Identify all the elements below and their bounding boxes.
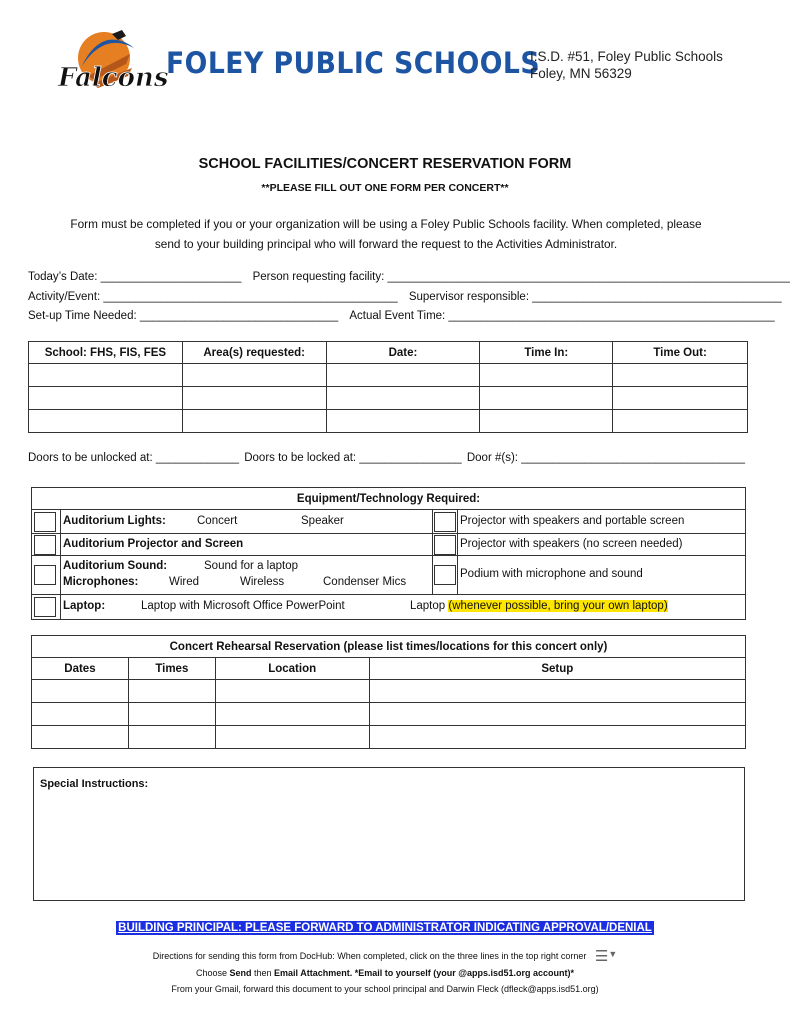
projector-no-screen-checkbox[interactable] (434, 535, 456, 555)
logo-wordmark: Falcons (58, 63, 169, 93)
doors-unlocked-field[interactable]: _____________ (155, 452, 240, 464)
table-cell[interactable] (613, 387, 748, 410)
auditorium-sound-checkbox[interactable] (34, 565, 56, 585)
directions-line-3: From your Gmail, forward this document to your school principal and Darwin Fleck (dfleck@apps.isd51.org) (171, 984, 599, 994)
table-cell[interactable] (128, 726, 215, 749)
col-areas: Area(s) requested: (182, 342, 326, 364)
field-row-3 (28, 307, 775, 327)
person-requesting-label: Person requesting facility: (252, 271, 385, 283)
address-line-1: I.S.D. #51, Foley Public Schools (530, 49, 723, 64)
divider (457, 556, 458, 594)
auditorium-lights-label: Auditorium Lights: (63, 515, 166, 527)
auditorium-projector-label: Auditorium Projector and Screen (63, 538, 244, 550)
table-header-row (29, 342, 748, 364)
directions-line-2b: then (251, 968, 275, 978)
sound-laptop-option: Sound for a laptop (204, 560, 298, 572)
form-title: SCHOOL FACILITIES/CONCERT RESERVATION FORM (198, 156, 572, 172)
table-cell[interactable] (182, 364, 326, 387)
table-cell[interactable] (128, 680, 215, 703)
equipment-heading: Equipment/Technology Required: (32, 488, 745, 510)
actual-event-time-field[interactable]: ___________________________________________________ (448, 310, 775, 322)
table-cell[interactable] (215, 703, 369, 726)
directions-line-2a: Choose (195, 968, 230, 978)
supervisor-field[interactable]: _______________________________________ (532, 290, 782, 303)
table-cell[interactable] (480, 410, 613, 433)
letterhead (52, 28, 732, 104)
table-cell[interactable] (369, 680, 745, 703)
table-cell[interactable] (29, 387, 183, 410)
mic-condenser-option: Condenser Mics (323, 576, 407, 588)
form-subtitle: **PLEASE FILL OUT ONE FORM PER CONCERT** (261, 182, 509, 194)
equipment-section (31, 487, 746, 620)
table-cell[interactable] (29, 410, 183, 433)
hamburger-menu-icon: ☰ (594, 948, 609, 965)
mic-wired-option: Wired (169, 576, 200, 588)
col-times: Times (128, 658, 215, 680)
microphones-label: Microphones: (63, 576, 139, 588)
projector-portable-checkbox[interactable] (434, 512, 456, 532)
intro-line-1: Form must be completed if you or your organization will be using a Foley Public Schools facility. When completed, please (70, 217, 702, 231)
equipment-row-laptop (32, 595, 745, 620)
directions-line-1-text: Directions for sending this form from DocHub: When completed, click on the three lines in the top right corner (152, 951, 587, 961)
rehearsal-table (31, 635, 746, 749)
col-school: School: FHS, FIS, FES (29, 342, 183, 364)
table-cell[interactable] (215, 680, 369, 703)
col-time-out: Time Out: (613, 342, 748, 364)
laptop-office-option: Laptop with Microsoft Office PowerPoint (141, 600, 345, 612)
divider (60, 595, 61, 620)
podium-checkbox[interactable] (434, 565, 456, 585)
auditorium-sound-label: Auditorium Sound: (63, 560, 168, 572)
school-address (530, 48, 723, 82)
table-row (29, 364, 748, 387)
special-instructions-box[interactable] (33, 767, 745, 901)
table-cell[interactable] (128, 703, 215, 726)
door-number-field[interactable]: ___________________________________ (521, 452, 746, 464)
divider (432, 510, 433, 533)
table-cell[interactable] (326, 410, 480, 433)
address-line-2: Foley, MN 56329 (530, 66, 632, 81)
email-yourself-note: *Email to yourself (your @apps.isd51.org account)* (352, 968, 575, 978)
table-cell[interactable] (480, 387, 613, 410)
falcons-logo (52, 28, 169, 100)
auditorium-projector-checkbox[interactable] (34, 535, 56, 555)
equipment-row-sound (32, 556, 745, 595)
intro-line-2: send to your building principal who will forward the request to the Activities Administrator. (154, 237, 618, 251)
school-name: FOLEY PUBLIC SCHOOLS (166, 46, 540, 80)
request-fields (28, 268, 790, 327)
divider (60, 556, 61, 594)
activity-event-label: Activity/Event: (28, 290, 101, 303)
auditorium-lights-checkbox[interactable] (34, 512, 56, 532)
laptop-plain-label: Laptop (410, 600, 446, 612)
divider (60, 534, 61, 555)
table-cell[interactable] (32, 726, 129, 749)
rehearsal-header-row (32, 658, 746, 680)
table-row (29, 387, 748, 410)
podium-label: Podium with microphone and sound (460, 568, 643, 580)
form-intro (50, 214, 722, 254)
table-cell[interactable] (326, 387, 480, 410)
col-location: Location (215, 658, 369, 680)
laptop-plain-option (410, 600, 668, 612)
directions-line-2 (0, 965, 770, 981)
facility-schedule-table (28, 341, 748, 433)
todays-date-field[interactable]: ______________________ (100, 271, 242, 283)
doors-unlocked-label: Doors to be unlocked at: (28, 452, 153, 464)
email-attachment-keyword: Email Attachment. (274, 968, 353, 978)
table-row (32, 680, 746, 703)
table-row (32, 726, 746, 749)
table-cell[interactable] (215, 726, 369, 749)
setup-time-label: Set-up Time Needed: (28, 310, 137, 322)
table-cell[interactable] (182, 410, 326, 433)
table-cell[interactable] (29, 364, 183, 387)
special-instructions-label: Special Instructions: (40, 778, 149, 790)
table-row (29, 410, 748, 433)
projector-no-screen-label: Projector with speakers (no screen needed) (460, 538, 683, 550)
table-row (32, 703, 746, 726)
bring-own-laptop-note: (whenever possible, bring your own laptop) (448, 600, 668, 612)
caret-down-icon: ▼ (608, 949, 618, 959)
person-requesting-field[interactable]: _______________________________________________________________ (387, 271, 790, 283)
divider (432, 556, 433, 594)
table-cell[interactable] (32, 680, 129, 703)
table-cell[interactable] (613, 364, 748, 387)
equipment-row-projector (32, 534, 745, 556)
principal-banner-text: BUILDING PRINCIPAL: PLEASE FORWARD TO ADMINISTRATOR INDICATING APPROVAL/DENIAL (118, 922, 652, 934)
rehearsal-heading: Concert Rehearsal Reservation (please list times/locations for this concert only) (32, 636, 746, 658)
col-setup: Setup (369, 658, 745, 680)
send-keyword: Send (229, 968, 252, 978)
divider (60, 510, 61, 533)
table-cell[interactable] (369, 726, 745, 749)
doors-locked-field[interactable]: ________________ (359, 452, 462, 464)
field-row-1 (28, 268, 790, 288)
setup-time-field[interactable]: _______________________________ (139, 310, 339, 322)
col-date: Date: (326, 342, 480, 364)
laptop-label: Laptop: (63, 600, 106, 612)
doors-locked-label: Doors to be locked at: (244, 452, 357, 464)
activity-event-field[interactable]: ______________________________________________ (103, 290, 398, 303)
field-row-2 (28, 288, 782, 308)
divider (457, 534, 458, 555)
table-cell[interactable] (326, 364, 480, 387)
table-cell[interactable] (182, 387, 326, 410)
table-cell[interactable] (613, 410, 748, 433)
divider (432, 534, 433, 555)
actual-event-time-label: Actual Event Time: (349, 310, 446, 322)
supervisor-label: Supervisor responsible: (408, 290, 530, 303)
table-cell[interactable] (480, 364, 613, 387)
rehearsal-heading-row (32, 636, 746, 658)
todays-date-label: Today’s Date: (28, 271, 98, 283)
doors-row (28, 452, 748, 464)
principal-banner (0, 918, 770, 936)
table-cell[interactable] (369, 703, 745, 726)
equipment-row-lights (32, 510, 745, 534)
divider (457, 510, 458, 533)
mic-wireless-option: Wireless (240, 576, 285, 588)
laptop-checkbox[interactable] (34, 597, 56, 617)
col-time-in: Time In: (480, 342, 613, 364)
dochub-directions (0, 946, 770, 997)
lights-concert-option: Concert (197, 515, 238, 527)
col-dates: Dates (32, 658, 129, 680)
projector-portable-label: Projector with speakers and portable screen (460, 515, 685, 527)
table-cell[interactable] (32, 703, 129, 726)
lights-speaker-option: Speaker (301, 515, 344, 527)
door-number-label: Door #(s): (466, 452, 518, 464)
directions-line-1 (0, 946, 770, 965)
